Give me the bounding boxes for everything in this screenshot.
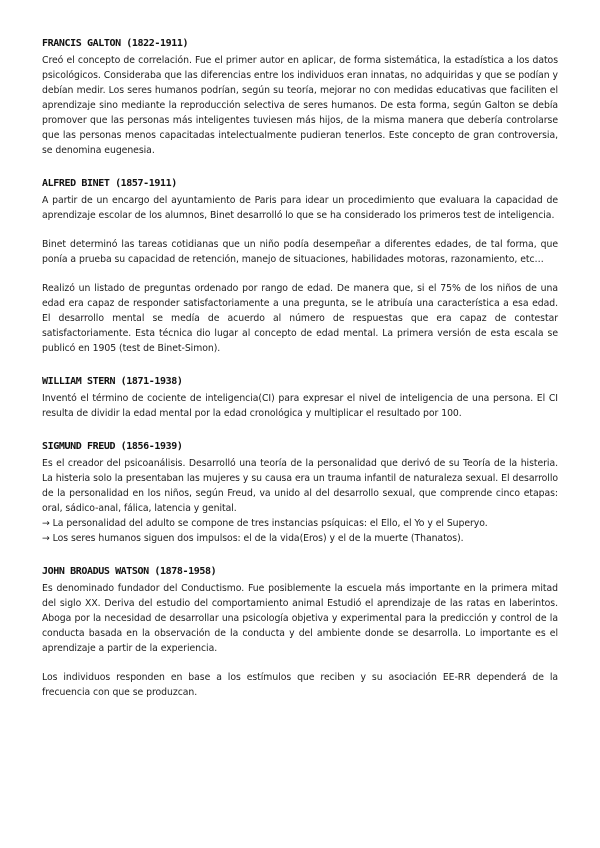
section-binet	[42, 176, 558, 356]
section-heading: ALFRED BINET (1857-1911)	[42, 178, 177, 189]
bullet-point: → Los seres humanos siguen dos impulsos: el de la vida(Eros) y el de la muerte (Thanatos).	[42, 533, 464, 544]
section-stern	[42, 374, 558, 421]
paragraph: Binet determinó las tareas cotidianas que un niño podía desempeñar a diferentes edades, de tal forma, que ponía a prueba su capacidad de retención, manejo de situaciones, habilidades motoras, razonamiento, etc…	[42, 239, 558, 265]
paragraph: Creó el concepto de correlación. Fue el primer autor en aplicar, de forma sistemática, la estadística a los datos psicológicos. Consideraba que las diferencias entre los individuos eran innatas, no adquiridas y que se podían y debían medir. Los seres humanos podrían, según su teoría, mejorar no con medidas educativas que faciliten el aprendizaje sino mediante la reproducción selectiva de seres humanos. De esta forma, según Galton se debía promover que las personas más inteligentes tuviesen más hijos, de la misma manera que debería controlarse que las personas menos capacitadas intelectualmente pudieran tenerlos. Este concepto de gran controversia, se denomina eugenesia.	[42, 55, 558, 156]
paragraph: Realizó un listado de preguntas ordenado por rango de edad. De manera que, si el 75% de los niños de una edad era capaz de responder satisfactoriamente a una pregunta, se le atribuía una característica a esa edad. El desarrollo mental se medía de acuerdo al número de respuestas que era capaz de contestar satisfactoriamente. Esta técnica dio lugar al concepto de edad mental. La primera versión de esta escala se publicó en 1905 (test de Binet-Simon).	[42, 283, 558, 354]
paragraph: Inventó el término de cociente de inteligencia(CI) para expresar el nivel de inteligencia de una persona. El CI resulta de dividir la edad mental por la edad cronológica y multiplicar el resultado por 100.	[42, 393, 558, 419]
section-freud	[42, 439, 558, 546]
section-watson	[42, 564, 558, 700]
paragraph: Es denominado fundador del Conductismo. Fue posiblemente la escuela más importante en la primera mitad del siglo XX. Deriva del estudio del comportamiento animal Estudió el aprendizaje de las ratas en laberintos. Aboga por la necesidad de desarrollar una psicología objetiva y experimental para la predicción y control de la conducta basada en la observación de la conducta y del ambiente donde se desarrolla. Lo importante es el aprendizaje a partir de la experiencia.	[42, 583, 558, 654]
section-heading: JOHN BROADUS WATSON (1878-1958)	[42, 566, 217, 577]
paragraph: Es el creador del psicoanálisis. Desarrolló una teoría de la personalidad que derivó de su Teoría de la histeria. La histeria solo la presentaban las mujeres y su causa era un trauma infantil de naturaleza sexual. El desarrollo de la personalidad en los niños, según Freud, va unido al del desarrollo sexual, que comprende cinco etapas: oral, sádico-anal, fálica, latencia y genital.	[42, 458, 558, 514]
bullet-point: → La personalidad del adulto se compone de tres instancias psíquicas: el Ello, el Yo y el Superyo.	[42, 518, 488, 529]
paragraph: A partir de un encargo del ayuntamiento de Paris para idear un procedimiento que evaluara la capacidad de aprendizaje escolar de los alumnos, Binet desarrolló lo que se ha considerado los primeros test de inteligencia.	[42, 195, 558, 221]
section-galton	[42, 36, 558, 158]
section-heading: FRANCIS GALTON (1822-1911)	[42, 38, 189, 49]
section-heading: SIGMUND FREUD (1856-1939)	[42, 441, 183, 452]
paragraph: Los individuos responden en base a los estímulos que reciben y su asociación EE-RR dependerá de la frecuencia con que se produzcan.	[42, 672, 558, 698]
section-heading: WILLIAM STERN (1871-1938)	[42, 376, 183, 387]
